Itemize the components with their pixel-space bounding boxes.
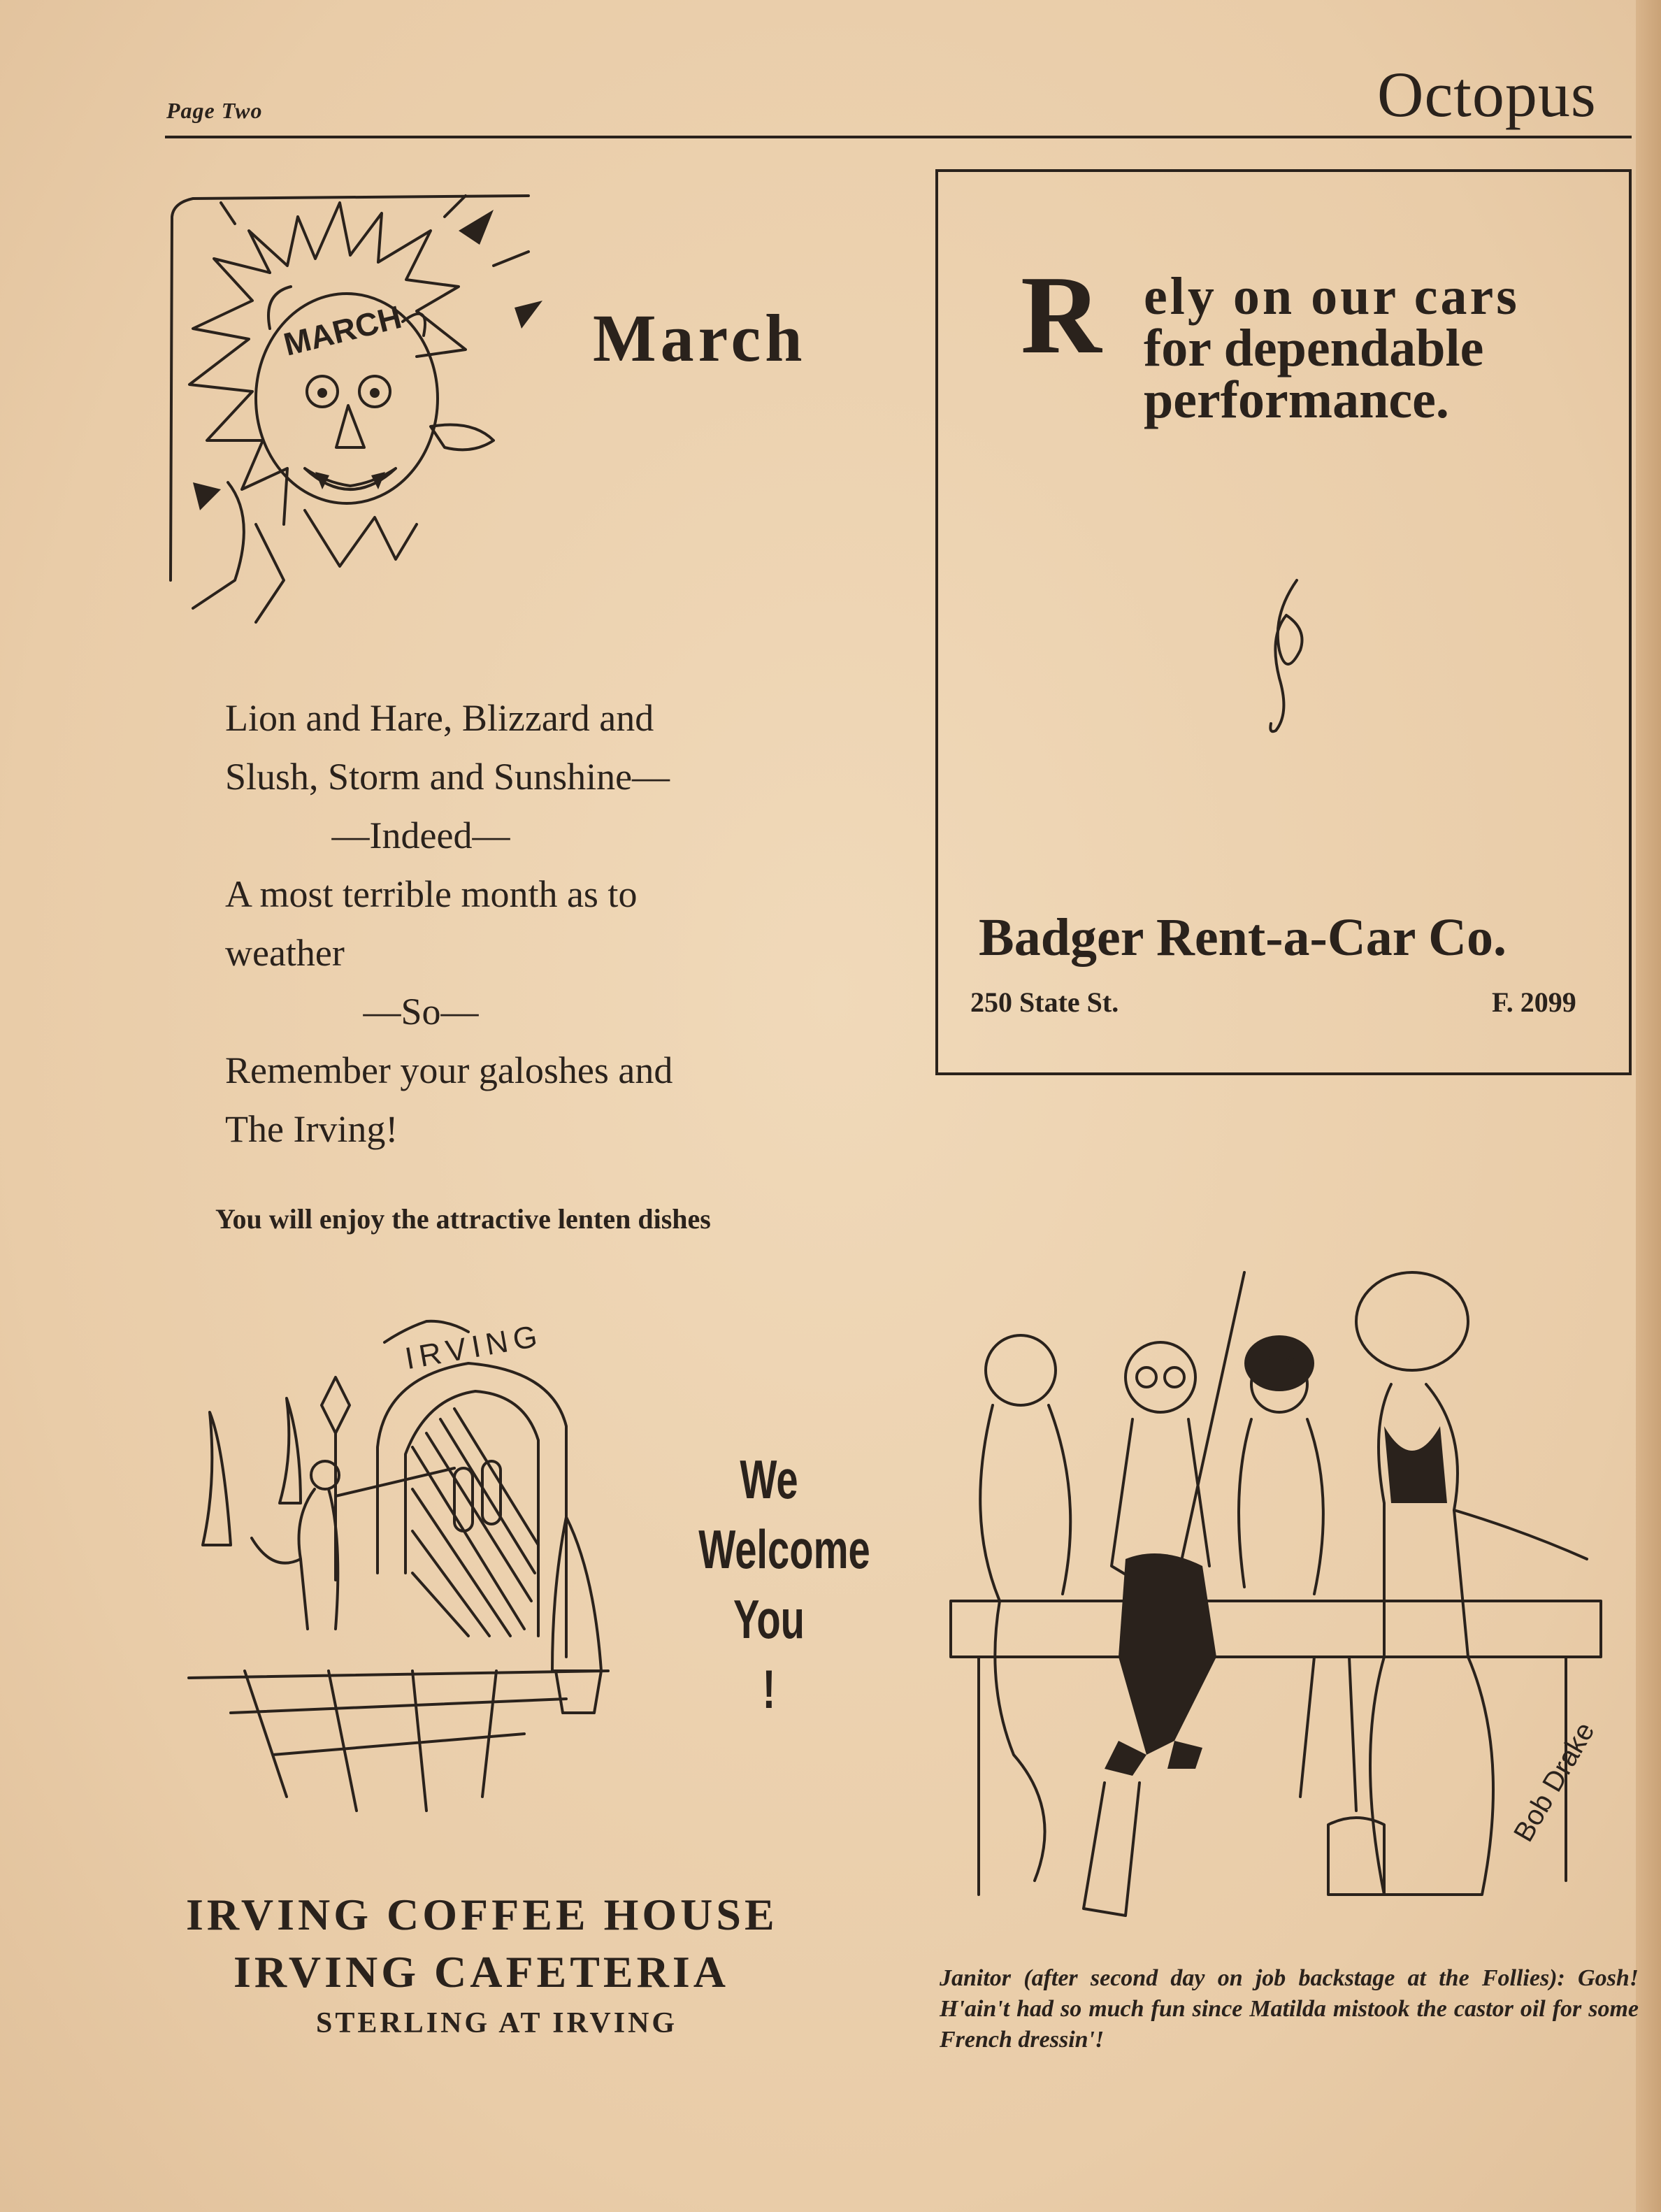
march-lion-illustration [165,189,556,643]
magazine-title: Octopus [1377,59,1597,130]
artist-signature: Bob Drake [1508,1717,1601,1847]
irving-coffee-house: IRVING COFFEE HOUSE [186,1890,778,1939]
poem-line: Slush, Storm and Sunshine— [225,756,670,798]
ad-drop-cap: R [1021,252,1102,377]
welcome-line: You [733,1588,805,1650]
welcome-line: We [740,1449,798,1510]
ad-phone: F. 2099 [1492,986,1576,1018]
page-label: Page Two [166,98,263,123]
irving-sign-label: IRVING [402,1318,545,1377]
poem-line: The Irving! [225,1108,398,1150]
ad-company-name: Badger Rent-a-Car Co. [979,908,1507,967]
ad-slogan-line-1: ely on our cars [1144,267,1520,326]
ad-address: 250 State St. [970,986,1119,1018]
ad-slogan-line-2: for dependable [1144,319,1484,378]
header-rule [165,136,1632,138]
welcome-message [698,1444,870,1724]
poem-line: Lion and Hare, Blizzard and [225,697,654,739]
welcome-line: ! [762,1658,776,1720]
poem-line: Remember your galoshes and [225,1049,673,1091]
page-spine-edge [1636,0,1661,2212]
poem-line: A most terrible month as to [225,873,638,915]
poem-line: —So— [363,991,479,1033]
welcome-line: Welcome [698,1518,870,1580]
march-heading: March [593,301,807,375]
lenten-note: You will enjoy the attractive lenten dishes [215,1203,711,1235]
poem-line: —Indeed— [331,814,510,856]
cartoon-caption: Janitor (after second day on job backstage at the Follies): Gosh! H'ain't had so much fun since Matilda mistook the castor oil for some French dressin'! [940,1965,1639,2053]
irving-cafeteria: IRVING CAFETERIA [233,1947,729,1997]
follies-cartoon-illustration [937,1265,1622,1951]
march-poem [225,689,805,1158]
ad-ornament-icon [1258,573,1314,741]
ad-slogan-line-3: performance. [1144,371,1449,429]
irving-entrance-illustration [175,1307,622,1839]
poem-line: weather [225,932,345,974]
lion-mane-label: MARCH [280,298,405,363]
irving-address: STERLING AT IRVING [316,2007,678,2039]
